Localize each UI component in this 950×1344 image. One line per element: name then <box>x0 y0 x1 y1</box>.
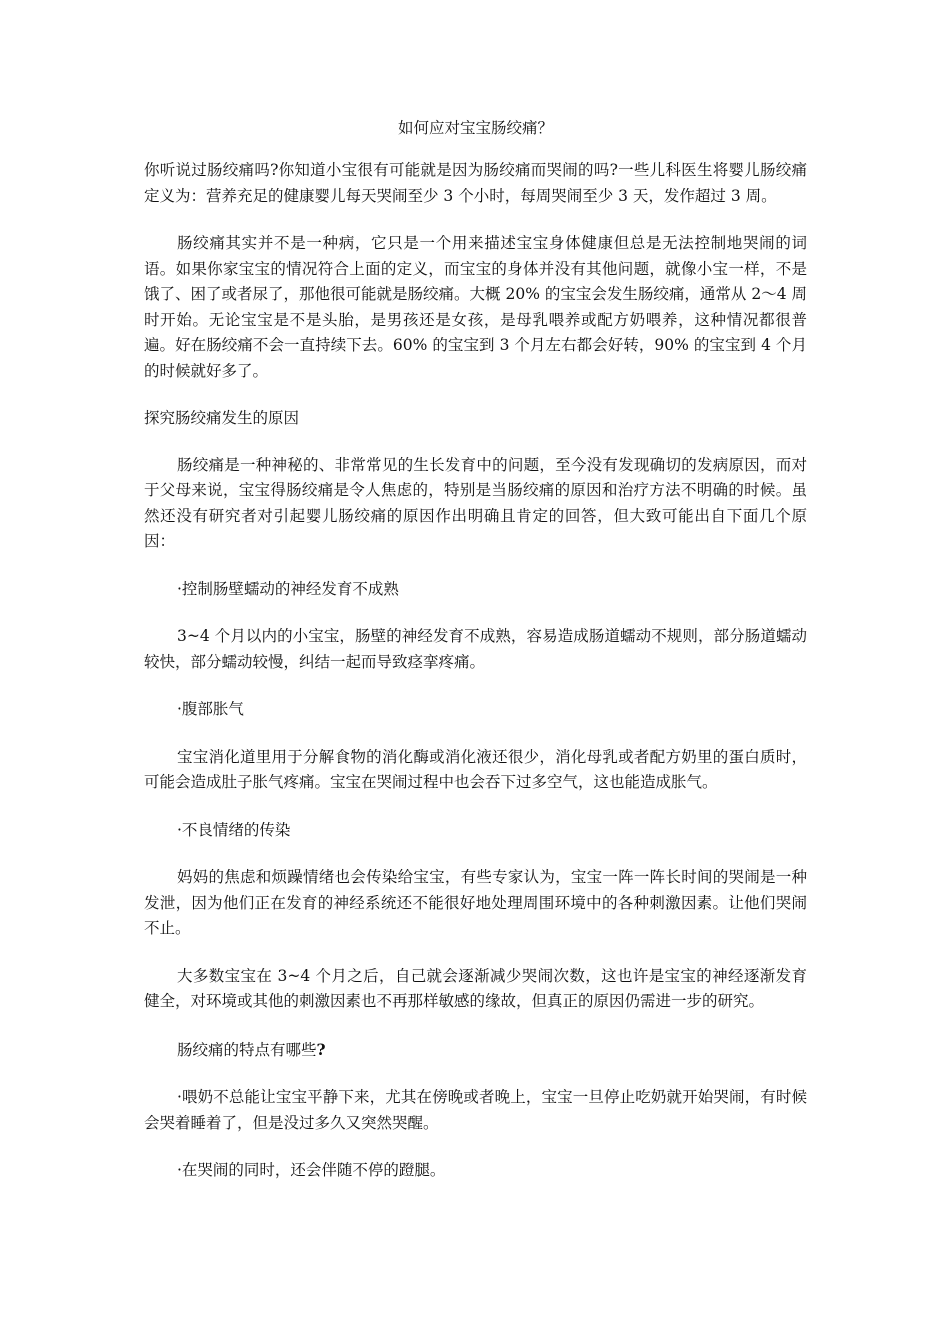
definition-paragraph: 肠绞痛其实并不是一种病，它只是一个用来描述宝宝身体健康但总是无法控制地哭闹的词语。如果你家宝宝的情况符合上面的定义，而宝宝的身体并没有其他问题，就像小宝一样，不是饿了、困了或者尿了，那他很可能就是肠绞痛。大概 20% 的宝宝会发生肠绞痛，通常从 2～4 周时开始。无论宝宝是不是头胎，是男孩还是女孩，是母乳喂养或配方奶喂养，这种情况都很普遍。好在肠绞痛不会一直持续下去。60% 的宝宝到 3 个月左右都会好转，90% 的宝宝到 4 个月的时候就好多了。 <box>144 234 807 380</box>
cause-nerves-paragraph: 3~4 个月以内的小宝宝，肠壁的神经发育不成熟，容易造成肠道蠕动不规则，部分肠道蠕动较快，部分蠕动较慢，纠结一起而导致痉挛疼痛。 <box>144 627 807 671</box>
section-heading-features <box>144 1037 807 1064</box>
section-heading-causes: 探究肠绞痛发生的原因 <box>144 409 300 427</box>
cause-bloating-paragraph: 宝宝消化道里用于分解食物的消化酶或消化液还很少，消化母乳或者配方奶里的蛋白质时，可能会造成肚子胀气疼痛。宝宝在哭闹过程中也会吞下过多空气，这也能造成胀气。 <box>144 747 807 791</box>
features-heading-suffix: ? <box>316 1039 326 1059</box>
features-heading-text: 肠绞痛的特点有哪些 <box>177 1040 317 1059</box>
feature-item-feeding: ·喂奶不总能让宝宝平静下来，尤其在傍晚或者晚上，宝宝一旦停止吃奶就开始哭闹，有时候会哭着睡着了，但是没过多久又突然哭醒。 <box>144 1088 807 1132</box>
document-page <box>144 116 807 1206</box>
causes-paragraph: 肠绞痛是一种神秘的、非常常见的生长发育中的问题，至今没有发现确切的发病原因，而对于父母来说，宝宝得肠绞痛是令人焦虑的，特别是当肠绞痛的原因和治疗方法不明确的时候。虽然还没有研究者对引起婴儿肠绞痛的原因作出明确且肯定的回答，但大致可能出自下面几个原因： <box>144 455 807 550</box>
cause-emotions-paragraph: 妈妈的焦虑和烦躁情绪也会传染给宝宝，有些专家认为，宝宝一阵一阵长时间的哭闹是一种发泄，因为他们正在发育的神经系统还不能很好地处理周围环境中的各种刺激因素。让他们哭闹不止。 <box>144 868 807 937</box>
cause-item-bloating: ·腹部胀气 <box>177 700 244 718</box>
cause-item-emotions: ·不良情绪的传染 <box>177 820 291 839</box>
intro-paragraph: 你听说过肠绞痛吗?你知道小宝很有可能就是因为肠绞痛而哭闹的吗?一些儿科医生将婴儿肠绞痛定义为：营养充足的健康婴儿每天哭闹至少 3 个小时，每周哭闹至少 3 天，发作超过 3 周。 <box>144 161 807 205</box>
cause-item-nerves: ·控制肠壁蠕动的神经发育不成熟 <box>177 579 399 598</box>
recovery-paragraph: 大多数宝宝在 3~4 个月之后，自己就会逐渐减少哭闹次数，这也许是宝宝的神经逐渐发育健全，对环境或其他的刺激因素也不再那样敏感的缘故，但真正的原因仍需进一步的研究。 <box>144 966 807 1010</box>
document-title: 如何应对宝宝肠绞痛？ <box>397 119 553 137</box>
feature-item-kicking: ·在哭闹的同时，还会伴随不停的蹬腿。 <box>177 1161 446 1179</box>
